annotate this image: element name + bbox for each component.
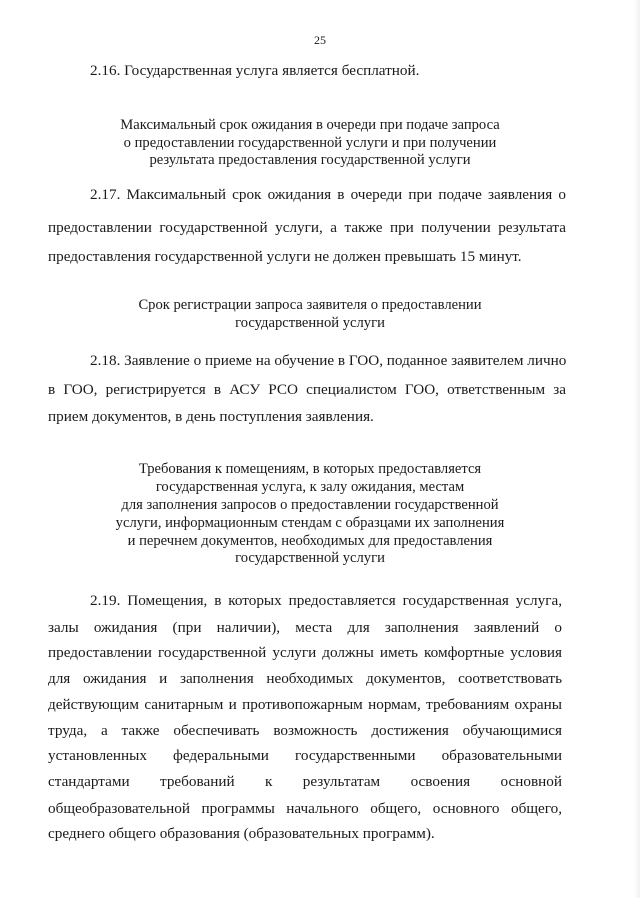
paragraph-2-17-line-3: предоставления государственной услуги не должен превышать 15 минут.: [48, 248, 522, 265]
page-number: 25: [314, 33, 326, 47]
paragraph-2-16: 2.16. Государственная услуга является бесплатной.: [90, 62, 420, 79]
heading-registration-line-2: государственной услуги: [235, 315, 385, 331]
paragraph-2-17-line-2: предоставлении государственной услуги, а также при получении результата: [48, 219, 566, 236]
paragraph-2-19-line-7: установленных федеральными государственными образовательными: [48, 747, 562, 764]
paragraph-2-18-line-3: прием документов, в день поступления заявления.: [48, 408, 374, 425]
paragraph-2-19-line-2: залы ожидания (при наличии), места для заполнения заявлений о: [48, 619, 562, 636]
heading-premises-line-4: услуги, информационным стендам с образцами их заполнения: [115, 515, 505, 531]
paragraph-2-19-line-5: действующим санитарным и противопожарным нормам, требованиям охраны: [48, 696, 562, 713]
scan-edge-shadow: [634, 0, 640, 898]
paragraph-2-17-line-1: 2.17. Максимальный срок ожидания в очереди при подаче заявления о: [90, 186, 566, 203]
heading-premises-line-2: государственная услуга, к залу ожидания, местам: [155, 479, 465, 495]
paragraph-2-19-line-10: среднего общего образования (образовательных программ).: [48, 825, 435, 842]
paragraph-2-18-line-1: 2.18. Заявление о приеме на обучение в ГОО, поданное заявителем лично: [90, 352, 567, 369]
heading-premises-line-1: Требования к помещениям, в которых предоставляется: [138, 461, 482, 477]
heading-queue-time-line-2: о предоставлении государственной услуги и при получении: [123, 135, 497, 151]
heading-premises-line-5: и перечнем документов, необходимых для предоставления: [127, 533, 493, 549]
heading-premises-line-3: для заполнения запросов о предоставлении государственной: [121, 497, 499, 513]
paragraph-2-19-line-3: предоставлении государственной услуги должны иметь комфортные условия: [48, 644, 562, 661]
paragraph-2-19-line-4: для ожидания и заполнения необходимых документов, соответствовать: [48, 670, 562, 687]
heading-queue-time-line-3: результата предоставления государственной услуги: [149, 152, 471, 168]
paragraph-2-19-line-9: общеобразовательной программы начального общего, основного общего,: [48, 800, 562, 817]
heading-queue-time-line-1: Максимальный срок ожидания в очереди при подаче запроса: [120, 117, 500, 133]
heading-premises-line-6: государственной услуги: [235, 550, 385, 566]
paragraph-2-19-line-6: труда, а также обеспечивать возможность достижения обучающимися: [48, 722, 562, 739]
heading-registration-line-1: Срок регистрации запроса заявителя о предоставлении: [138, 297, 482, 313]
paragraph-2-18-line-2: в ГОО, регистрируется в АСУ РСО специалистом ГОО, ответственным за: [48, 381, 566, 398]
paragraph-2-19-line-1: 2.19. Помещения, в которых предоставляется государственная услуга,: [90, 592, 562, 609]
paragraph-2-19-line-8: стандартами требований к результатам освоения основной: [48, 773, 562, 790]
